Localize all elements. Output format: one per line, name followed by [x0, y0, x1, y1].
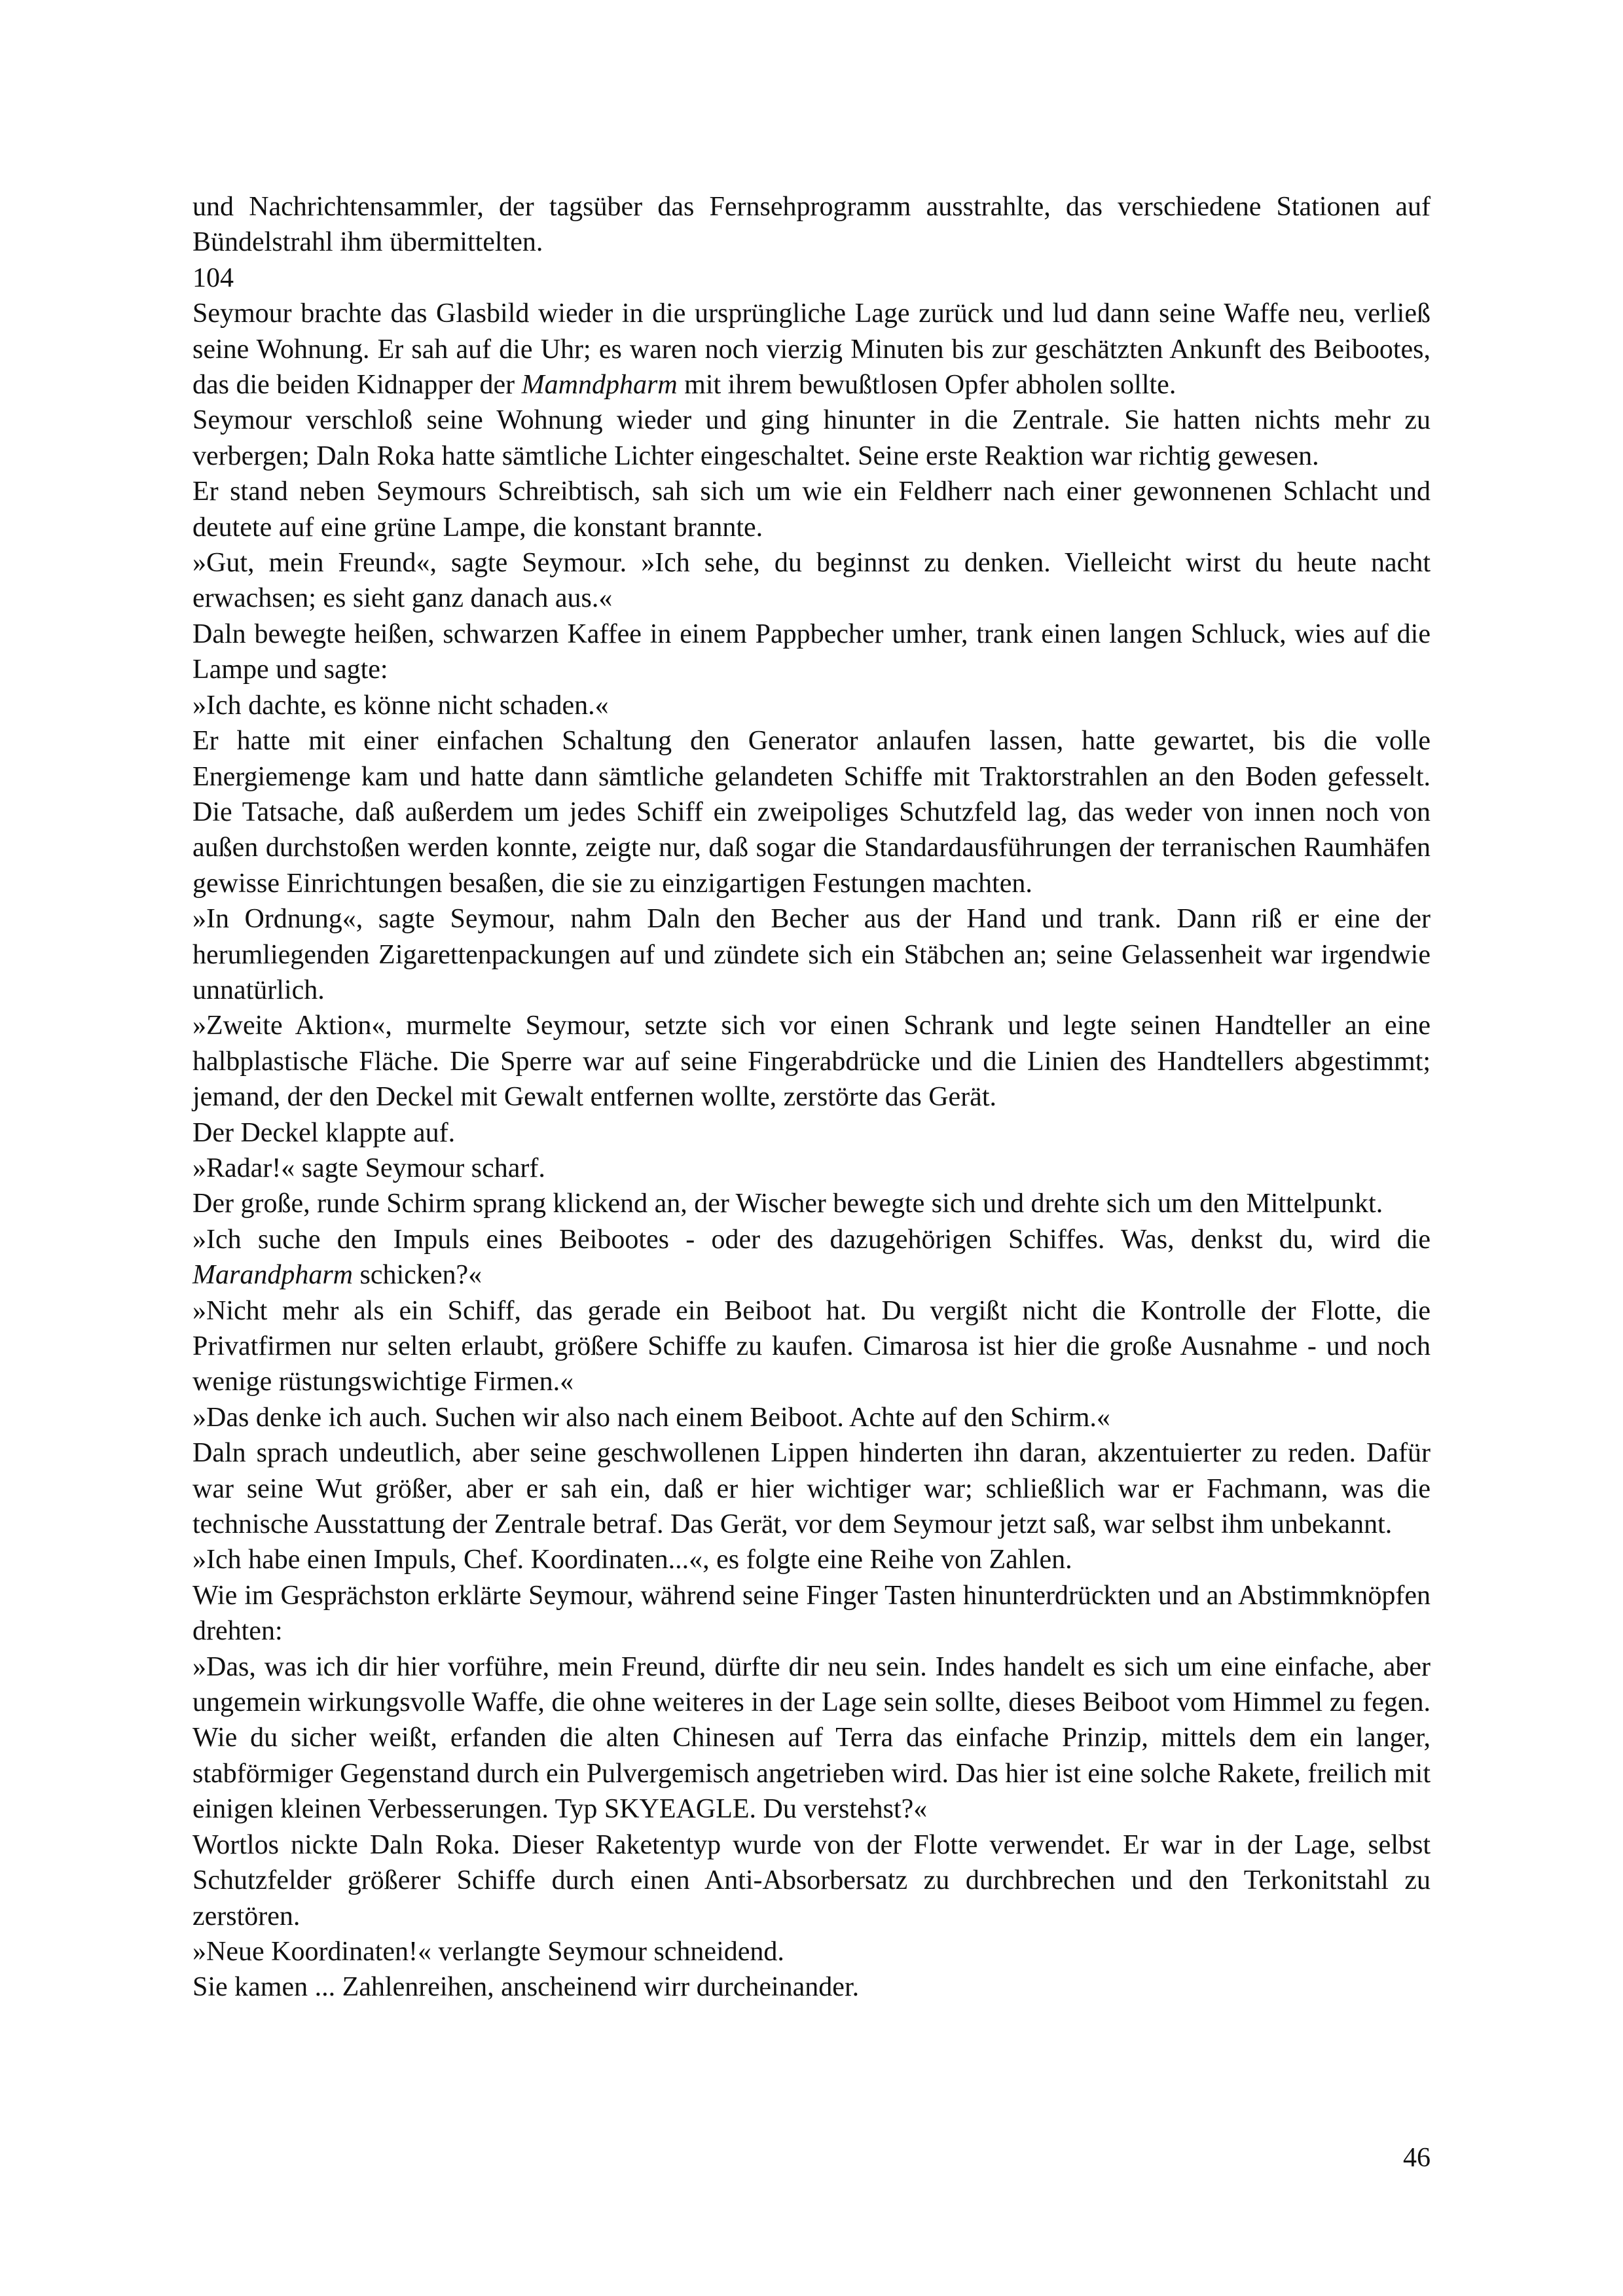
- paragraph: »Neue Koordinaten!« verlangte Seymour schneidend.: [192, 1936, 784, 1967]
- paragraph: »Das, was ich dir hier vorführe, mein Freund, dürfte dir neu sein. Indes handelt es sich um eine einfache, aber ungemein wirkungsvolle Waffe, die ohne weiteres in der Lage sein sollte, dieses Beiboot vom Himmel zu fegen. Wie du sicher weißt, erfanden die alten Chinesen auf Terra das einfache Prinzip, mittels dem ein langer, stabförmiger Gegenstand durch ein Pulvergemisch angetrieben wird. Das hier ist eine solche Rakete, freilich mit einigen kleinen Verbesserungen. Typ SKYEAGLE. Du verstehst?«: [192, 1651, 1431, 1825]
- paragraph: Sie kamen ... Zahlenreihen, anscheinend wirr durcheinander.: [192, 1972, 860, 2003]
- paragraph: [192, 1222, 1431, 1293]
- paragraph: »Zweite Aktion«, murmelte Seymour, setzte sich vor einen Schrank und legte seinen Handteller an eine halbplastische Fläche. Die Sperre war auf seine Fingerabdrücke und die Linien des Handtellers abgestimmt; jemand, der den Deckel mit Gewalt entfernen wollte, zerstörte das Gerät.: [192, 1011, 1431, 1113]
- page-body: [192, 189, 1431, 2005]
- text-run: mit ihrem bewußtlosen Opfer abholen sollte.: [677, 370, 1176, 401]
- paragraph: [192, 296, 1431, 403]
- paragraph: 104: [192, 262, 234, 293]
- paragraph: »Nicht mehr als ein Schiff, das gerade ein Beiboot hat. Du vergißt nicht die Kontrolle der Flotte, die Privatfirmen nur selten erlaubt, größere Schiffe zu kaufen. Cimarosa ist hier die große Ausnahme - und noch wenige rüstungswichtige Firmen.«: [192, 1295, 1431, 1397]
- text-run: »Ich suche den Impuls eines Beibootes - oder des dazugehörigen Schiffes. Was, denkst du, wird die: [192, 1224, 1431, 1255]
- paragraph: Er hatte mit einer einfachen Schaltung den Generator anlaufen lassen, hatte gewartet, bis die volle Energiemenge kam und hatte dann sämtliche gelandeten Schiffe mit Traktorstrahlen an den Boden gefesselt. Die Tatsache, daß außerdem um jedes Schiff ein zweipoliges Schutzfeld lag, das weder von innen noch von außen durchstoßen werden konnte, zeigte nur, daß sogar die Standardausführungen der terranischen Raumhäfen gewisse Einrichtungen besaßen, die sie zu einzigartigen Festungen machten.: [192, 726, 1431, 899]
- ship-name-italic: Mamndpharm: [521, 370, 678, 401]
- paragraph: Der große, runde Schirm sprang klickend an, der Wischer bewegte sich und drehte sich um den Mittelpunkt.: [192, 1189, 1383, 1219]
- paragraph: Wie im Gesprächston erklärte Seymour, während seine Finger Tasten hinunterdrückten und an Abstimmknöpfen drehten:: [192, 1580, 1431, 1647]
- paragraph: »Ich habe einen Impuls, Chef. Koordinaten...«, es folgte eine Reihe von Zahlen.: [192, 1545, 1072, 1575]
- paragraph: Daln bewegte heißen, schwarzen Kaffee in einem Pappbecher umher, trank einen langen Schluck, wies auf die Lampe und sagte:: [192, 619, 1431, 685]
- page-number: 46: [1403, 2143, 1431, 2173]
- text-run: schicken?«: [353, 1260, 483, 1291]
- paragraph: Seymour verschloß seine Wohnung wieder und ging hinunter in die Zentrale. Sie hatten nichts mehr zu verbergen; Daln Roka hatte sämtliche Lichter eingeschaltet. Seine erste Reaktion war richtig gewesen.: [192, 405, 1431, 471]
- text-run: Seymour brachte das Glasbild wieder in die ursprüngliche Lage zurück und lud dann seine Waffe neu, verließ seine Wohnung. Er sah auf die Uhr; es waren noch vierzig Minuten bis zur geschätzten Ankunft des Beibootes, das die beiden Kidnapper der: [192, 298, 1431, 401]
- paragraph: Daln sprach undeutlich, aber seine geschwollenen Lippen hinderten ihn daran, akzentuierter zu reden. Dafür war seine Wut größer, aber er sah ein, daß er hier wichtiger war; schließlich war er Fachmann, was die technische Ausstattung der Zentrale betraf. Das Gerät, vor dem Seymour jetzt saß, war selbst ihm unbekannt.: [192, 1438, 1431, 1540]
- ship-name-italic: Marandpharm: [192, 1260, 354, 1291]
- paragraph: »Ich dachte, es könne nicht schaden.«: [192, 690, 609, 721]
- paragraph: »Radar!« sagte Seymour scharf.: [192, 1153, 545, 1183]
- paragraph: und Nachrichtensammler, der tagsüber das Fernsehprogramm ausstrahlte, das verschiedene Stationen auf Bündelstrahl ihm übermittelten.: [192, 192, 1431, 258]
- paragraph: »Gut, mein Freund«, sagte Seymour. »Ich sehe, du beginnst zu denken. Vielleicht wirst du heute nacht erwachsen; es sieht ganz danach aus.«: [192, 548, 1431, 614]
- paragraph: Der Deckel klappte auf.: [192, 1117, 456, 1148]
- paragraph: »Das denke ich auch. Suchen wir also nach einem Beiboot. Achte auf den Schirm.«: [192, 1402, 1110, 1433]
- paragraph: Er stand neben Seymours Schreibtisch, sah sich um wie ein Feldherr nach einer gewonnenen Schlacht und deutete auf eine grüne Lampe, die konstant brannte.: [192, 476, 1431, 543]
- paragraph: »In Ordnung«, sagte Seymour, nahm Daln den Becher aus der Hand und trank. Dann riß er eine der herumliegenden Zigarettenpackungen auf und zündete sich ein Stäbchen an; seine Gelassenheit war irgendwie unnatürlich.: [192, 904, 1431, 1005]
- paragraph: Wortlos nickte Daln Roka. Dieser Raketentyp wurde von der Flotte verwendet. Er war in der Lage, selbst Schutzfelder größerer Schiffe durch einen Anti-Absorbersatz zu durchbrechen und den Terkonitstahl zu zerstören.: [192, 1829, 1431, 1931]
